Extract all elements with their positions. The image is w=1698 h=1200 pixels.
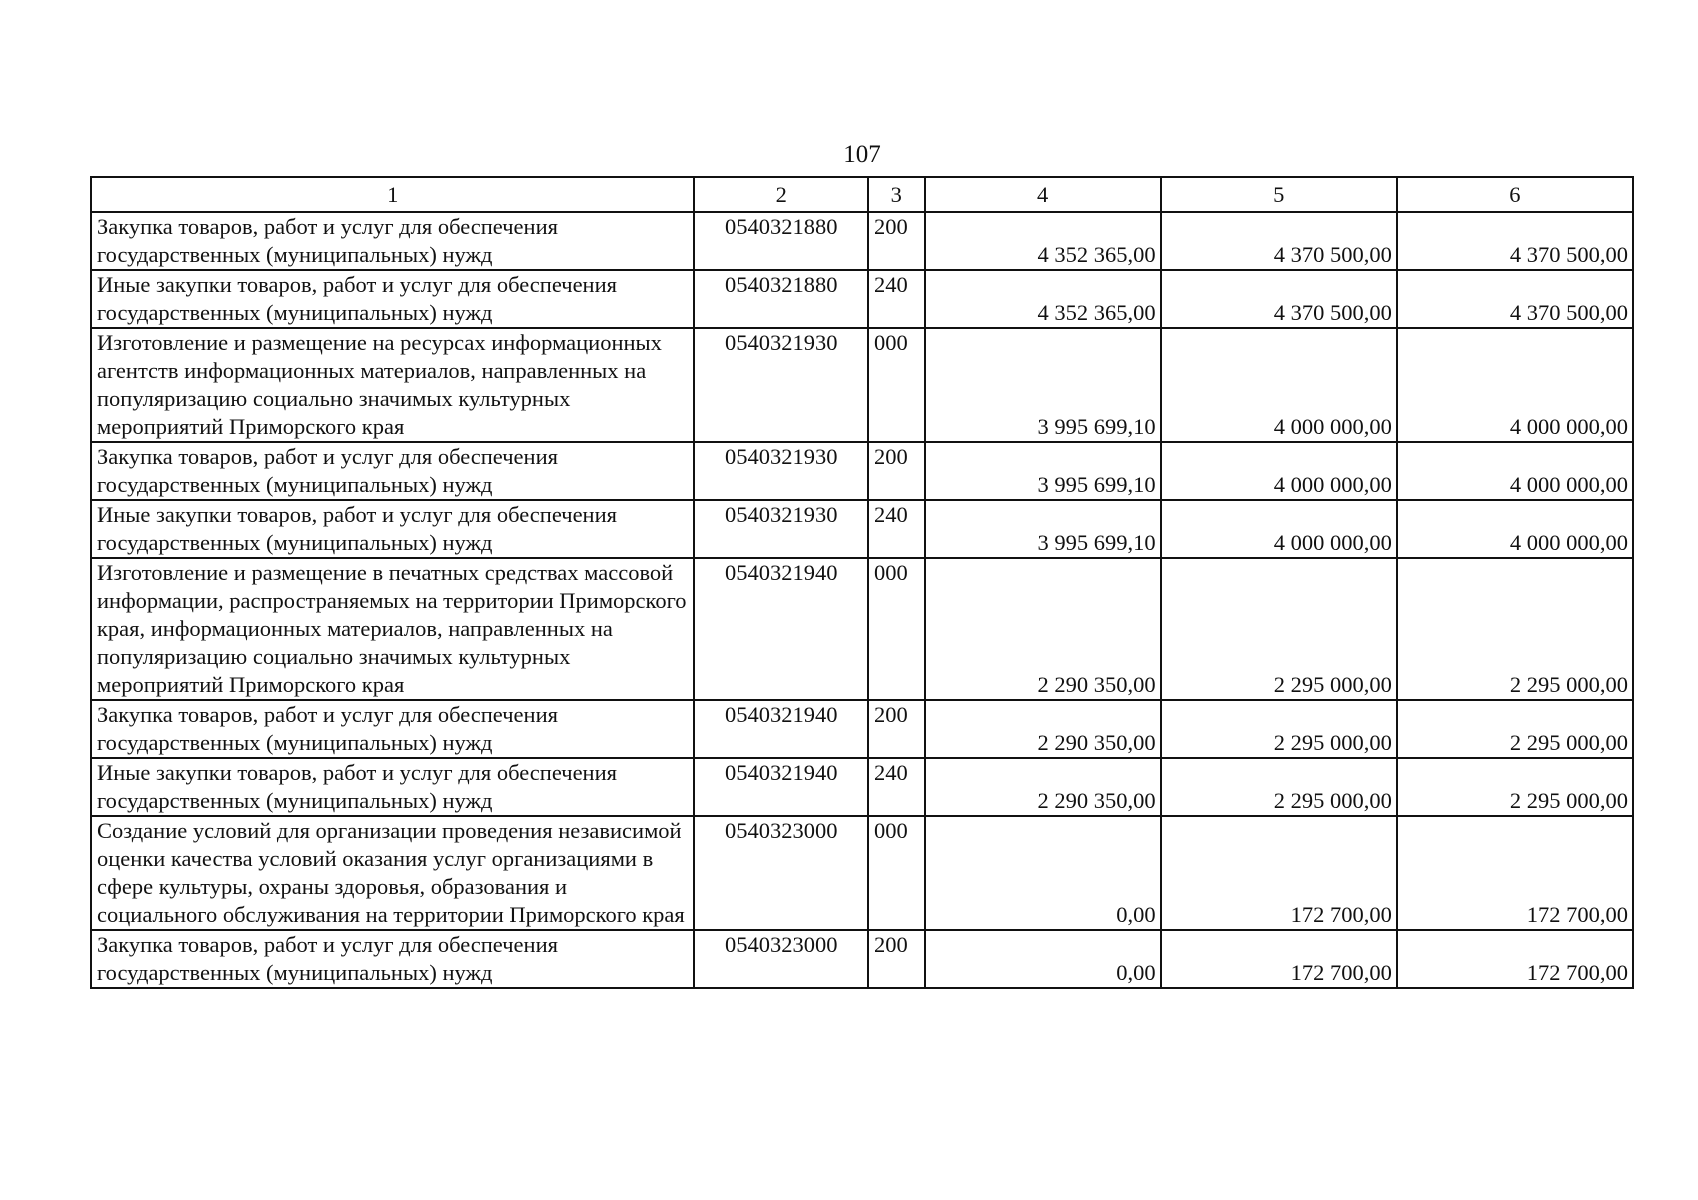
amount-col4-cell: 4 352 365,00 <box>925 212 1161 270</box>
amount-col4-cell: 2 290 350,00 <box>925 700 1161 758</box>
table-row <box>91 930 1633 988</box>
target-code-cell: 0540321880 <box>694 212 868 270</box>
expense-type-cell: 000 <box>868 816 925 930</box>
expense-type-cell: 200 <box>868 212 925 270</box>
amount-col6-cell: 2 295 000,00 <box>1397 558 1633 700</box>
expense-type-cell: 200 <box>868 930 925 988</box>
column-header-1: 1 <box>91 177 694 212</box>
target-code-cell: 0540321880 <box>694 270 868 328</box>
amount-col6-cell: 172 700,00 <box>1397 816 1633 930</box>
amount-col5-cell: 4 370 500,00 <box>1161 212 1397 270</box>
expense-type-cell: 000 <box>868 558 925 700</box>
amount-col5-cell: 4 000 000,00 <box>1161 328 1397 442</box>
item-name-cell: Закупка товаров, работ и услуг для обеспечения государственных (муниципальных) нужд <box>91 212 694 270</box>
target-code-cell: 0540321940 <box>694 700 868 758</box>
amount-col6-cell: 4 000 000,00 <box>1397 442 1633 500</box>
amount-col4-cell: 3 995 699,10 <box>925 500 1161 558</box>
amount-col5-cell: 172 700,00 <box>1161 816 1397 930</box>
amount-col4-cell: 3 995 699,10 <box>925 442 1161 500</box>
item-name-cell: Закупка товаров, работ и услуг для обеспечения государственных (муниципальных) нужд <box>91 700 694 758</box>
table-row <box>91 816 1633 930</box>
item-name-cell: Иные закупки товаров, работ и услуг для обеспечения государственных (муниципальных) нужд <box>91 270 694 328</box>
amount-col4-cell: 0,00 <box>925 930 1161 988</box>
column-header-4: 4 <box>925 177 1161 212</box>
target-code-cell: 0540323000 <box>694 930 868 988</box>
amount-col5-cell: 2 295 000,00 <box>1161 700 1397 758</box>
expense-type-cell: 200 <box>868 700 925 758</box>
table-row <box>91 442 1633 500</box>
amount-col4-cell: 0,00 <box>925 816 1161 930</box>
amount-col6-cell: 4 000 000,00 <box>1397 500 1633 558</box>
amount-col5-cell: 4 000 000,00 <box>1161 442 1397 500</box>
item-name-cell: Иные закупки товаров, работ и услуг для обеспечения государственных (муниципальных) нужд <box>91 758 694 816</box>
amount-col5-cell: 172 700,00 <box>1161 930 1397 988</box>
target-code-cell: 0540321940 <box>694 558 868 700</box>
amount-col4-cell: 2 290 350,00 <box>925 558 1161 700</box>
target-code-cell: 0540321930 <box>694 328 868 442</box>
amount-col5-cell: 4 000 000,00 <box>1161 500 1397 558</box>
table-row <box>91 270 1633 328</box>
amount-col5-cell: 4 370 500,00 <box>1161 270 1397 328</box>
table-row <box>91 500 1633 558</box>
item-name-cell: Закупка товаров, работ и услуг для обеспечения государственных (муниципальных) нужд <box>91 442 694 500</box>
target-code-cell: 0540321940 <box>694 758 868 816</box>
page-number: 107 <box>843 141 881 168</box>
amount-col6-cell: 4 000 000,00 <box>1397 328 1633 442</box>
expense-type-cell: 240 <box>868 758 925 816</box>
item-name-cell: Закупка товаров, работ и услуг для обеспечения государственных (муниципальных) нужд <box>91 930 694 988</box>
target-code-cell: 0540323000 <box>694 816 868 930</box>
expense-type-cell: 000 <box>868 328 925 442</box>
amount-col5-cell: 2 295 000,00 <box>1161 758 1397 816</box>
amount-col6-cell: 2 295 000,00 <box>1397 700 1633 758</box>
column-header-6: 6 <box>1397 177 1633 212</box>
column-header-5: 5 <box>1161 177 1397 212</box>
column-header-3: 3 <box>868 177 925 212</box>
amount-col6-cell: 2 295 000,00 <box>1397 758 1633 816</box>
budget-table <box>90 176 1634 989</box>
item-name-cell: Изготовление и размещение в печатных средствах массовой информации, распространяемых на территории Приморского края, информационных материалов, направленных на популяризацию социально значимых культурных мероприятий Приморского края <box>91 558 694 700</box>
amount-col4-cell: 4 352 365,00 <box>925 270 1161 328</box>
amount-col4-cell: 2 290 350,00 <box>925 758 1161 816</box>
amount-col4-cell: 3 995 699,10 <box>925 328 1161 442</box>
table-row <box>91 328 1633 442</box>
table-row <box>91 212 1633 270</box>
amount-col6-cell: 4 370 500,00 <box>1397 212 1633 270</box>
table-row <box>91 758 1633 816</box>
table-row <box>91 700 1633 758</box>
expense-type-cell: 240 <box>868 500 925 558</box>
column-header-2: 2 <box>694 177 868 212</box>
target-code-cell: 0540321930 <box>694 442 868 500</box>
amount-col6-cell: 4 370 500,00 <box>1397 270 1633 328</box>
item-name-cell: Изготовление и размещение на ресурсах информационных агентств информационных материалов, направленных на популяризацию социально значимых культурных мероприятий Приморского края <box>91 328 694 442</box>
item-name-cell: Иные закупки товаров, работ и услуг для обеспечения государственных (муниципальных) нужд <box>91 500 694 558</box>
item-name-cell: Создание условий для организации проведения независимой оценки качества условий оказания услуг организациями в сфере культуры, охраны здоровья, образования и социального обслуживания на территории Приморского края <box>91 816 694 930</box>
header-row <box>91 177 1633 212</box>
table-row <box>91 558 1633 700</box>
amount-col6-cell: 172 700,00 <box>1397 930 1633 988</box>
target-code-cell: 0540321930 <box>694 500 868 558</box>
expense-type-cell: 240 <box>868 270 925 328</box>
expense-type-cell: 200 <box>868 442 925 500</box>
amount-col5-cell: 2 295 000,00 <box>1161 558 1397 700</box>
